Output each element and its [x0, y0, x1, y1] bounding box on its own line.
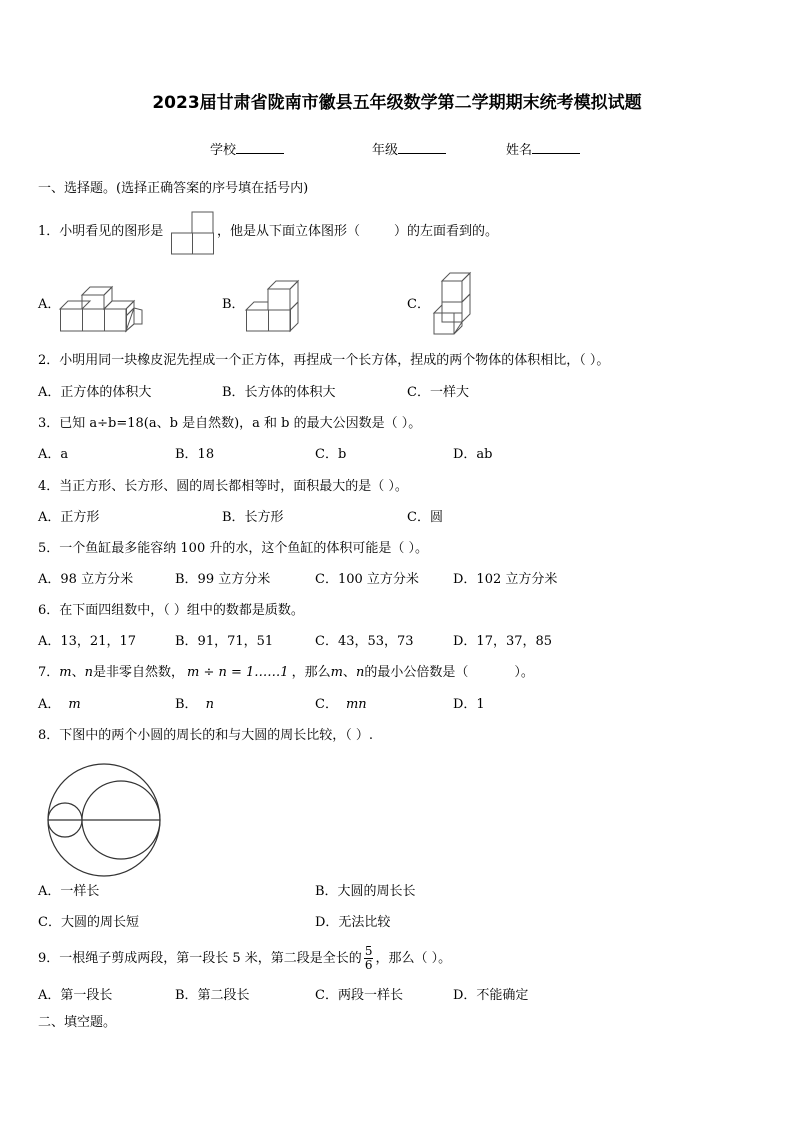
q8-option-c: C．大圆的周长短 — [38, 915, 139, 930]
section1-heading: 一、选择题。(选择正确答案的序号填在括号内) — [38, 181, 309, 196]
q9-option-c: C．两段一样长 — [315, 988, 403, 1003]
q9-option-a: A．第一段长 — [38, 988, 113, 1003]
school-field — [210, 141, 284, 159]
q5-option-a: A．98 立方分米 — [38, 572, 134, 587]
q1-text-a: 1．小明看见的图形是 — [38, 224, 164, 239]
q7-text — [38, 665, 534, 681]
q1-figure-b — [246, 280, 300, 332]
q7-option-b — [175, 697, 214, 713]
q9-text — [38, 944, 451, 974]
q8-text: 8．下图中的两个小圆的周长的和与大圆的周长比较，（ ）. — [38, 728, 374, 743]
q9-option-b: B．第二段长 — [175, 988, 250, 1003]
q1-option-c: C． — [407, 297, 430, 312]
grade-label: 年级 — [372, 143, 399, 158]
q9-fraction-numerator: 5 — [364, 944, 373, 958]
q6-option-c: C．43，53，73 — [315, 634, 414, 649]
q1-figure-a — [60, 284, 144, 332]
q7-text-part5: ）。 — [514, 665, 534, 680]
q7-option-b-value: n — [205, 697, 214, 712]
q3-option-b: B．18 — [175, 447, 215, 462]
q7-option-c-value: mn — [345, 697, 367, 712]
q1-option-a: A． — [38, 297, 61, 312]
q7-option-c-label: C． — [315, 697, 338, 712]
q7-expression: m ÷ n = 1……1 — [187, 665, 289, 680]
q7-var-n2: n — [355, 665, 365, 680]
q8-option-d: D．无法比较 — [315, 915, 391, 930]
q4-option-a: A．正方形 — [38, 510, 100, 525]
q7-option-a-label: A． — [38, 697, 61, 712]
q3-text: 3．已知 a÷b=18(a、b 是自然数)，a 和 b 的最大公因数是（ ）。 — [38, 416, 422, 431]
q9-fraction-denominator: 6 — [364, 958, 373, 972]
q2-option-b: B．长方体的体积大 — [222, 385, 336, 400]
q8-option-a: A．一样长 — [38, 884, 100, 899]
q6-option-a: A．13，21，17 — [38, 634, 137, 649]
q7-option-c — [315, 697, 367, 713]
q1-option-b: B． — [222, 297, 245, 312]
q2-text: 2．小明用同一块橡皮泥先捏成一个正方体，再捏成一个长方体，捏成的两个物体的体积相比，（ ）。 — [38, 353, 610, 368]
q8-option-b: B．大圆的周长长 — [315, 884, 416, 899]
q1-text-b — [217, 224, 498, 240]
q6-option-b: B．91，71，51 — [175, 634, 274, 649]
q9-fraction — [364, 945, 374, 972]
q9-text-part2: ，那么（ ）。 — [375, 951, 452, 966]
q2-option-a: A．正方体的体积大 — [38, 385, 152, 400]
school-blank — [236, 141, 284, 154]
name-blank — [532, 141, 580, 154]
q1-left-view-figure — [171, 211, 215, 255]
q3-option-a: A．a — [38, 447, 69, 462]
q7-text-part4: 的最小公倍数是（ — [364, 665, 469, 680]
q6-option-d: D．17，37，85 — [453, 634, 553, 649]
q5-option-d: D．102 立方分米 — [453, 572, 558, 587]
q3-option-d: D．ab — [453, 447, 493, 462]
q2-option-c: C．一样大 — [407, 385, 469, 400]
q7-option-a — [38, 697, 81, 713]
q4-text: 4．当正方形、长方形、圆的周长都相等时，面积最大的是（ ）。 — [38, 479, 408, 494]
q9-text-part1: 9．一根绳子剪成两段，第一段长 5 米，第二段是全长的 — [38, 951, 362, 966]
q7-var-m2: m — [330, 665, 343, 680]
q5-text: 5．一个鱼缸最多能容纳 100 升的水，这个鱼缸的体积可能是（ ）。 — [38, 541, 428, 556]
q7-text-part2: 是非零自然数， — [93, 665, 185, 680]
q6-text: 6．在下面四组数中，（ ）组中的数都是质数。 — [38, 603, 304, 618]
q5-option-c: C．100 立方分米 — [315, 572, 419, 587]
q7-separator2: 、 — [342, 665, 356, 680]
q7-option-a-value: m — [68, 697, 81, 712]
q1-figure-c — [430, 272, 474, 336]
q8-circles-figure — [46, 763, 162, 877]
q4-option-b: B．长方形 — [222, 510, 284, 525]
q7-text-part3: ，那么 — [291, 665, 331, 680]
q7-var-m: m — [59, 665, 72, 680]
name-field — [506, 141, 580, 159]
q5-option-b: B．99 立方分米 — [175, 572, 271, 587]
q4-option-c: C．圆 — [407, 510, 443, 525]
q7-option-d: D．1 — [453, 697, 485, 712]
name-label: 姓名 — [506, 143, 533, 158]
school-label: 学校 — [210, 143, 237, 158]
q3-option-c: C．b — [315, 447, 347, 462]
grade-blank — [398, 141, 446, 154]
q7-separator: 、 — [71, 665, 85, 680]
q1-text-c-label: ）的左面看到的。 — [394, 224, 499, 239]
q7-number: 7． — [38, 665, 60, 680]
q7-var-n: n — [84, 665, 93, 680]
q1-text-b-label: ，他是从下面立体图形（ — [217, 224, 361, 239]
grade-field — [372, 141, 446, 159]
q7-option-b-label: B． — [175, 697, 198, 712]
page-title: 2023届甘肃省陇南市徽县五年级数学第二学期期末统考模拟试题 — [152, 93, 642, 113]
q9-option-d: D．不能确定 — [453, 988, 529, 1003]
section2-heading: 二、填空题。 — [38, 1015, 117, 1030]
